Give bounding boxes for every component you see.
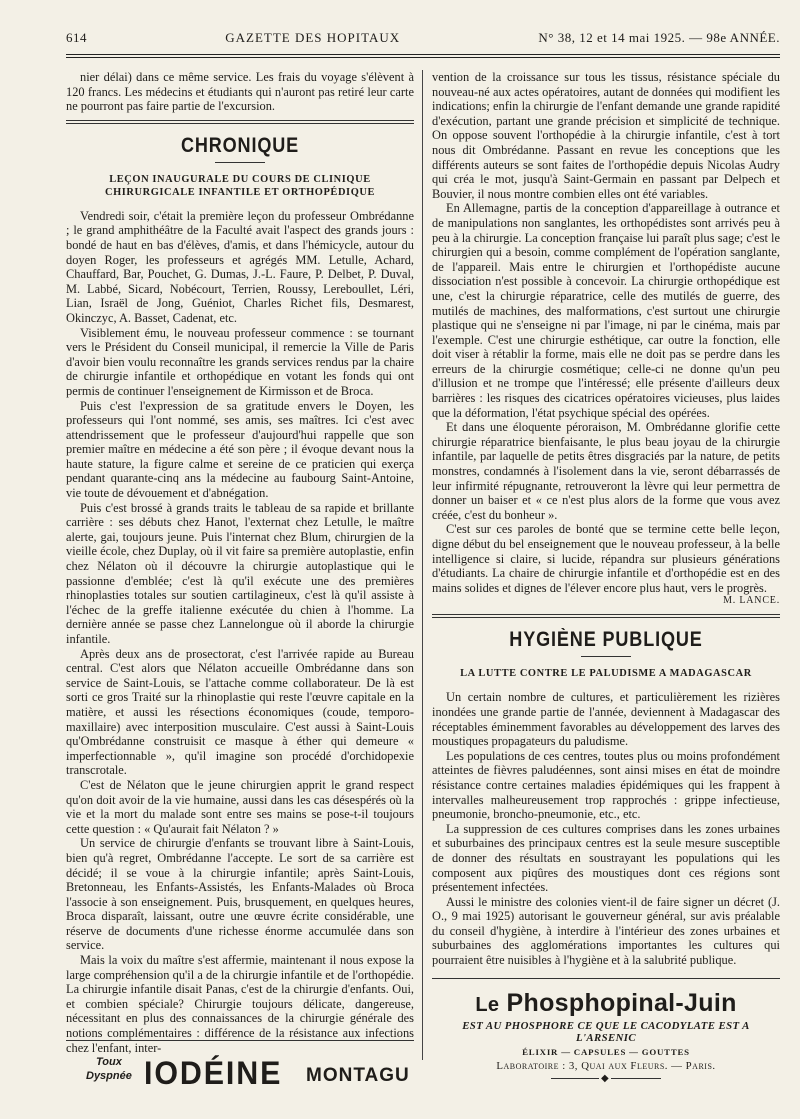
right-column: [432, 70, 780, 1084]
ad-product-forms: ÉLIXIR — CAPSULES — GOUTTES: [522, 1046, 690, 1057]
running-head: [66, 30, 780, 50]
ad-rule: [432, 978, 780, 979]
ad-indication-cough: Toux: [95, 1056, 122, 1068]
hygiene-paragraph: Un certain nombre de cultures, et particulièrement les rizières inondées une grande partie de l'année, deviennent à Madagascar des réceptables éminemment favorables au développement des larves des moustiques propagateurs du paludisme.: [432, 690, 780, 749]
journal-page: [66, 30, 780, 1110]
ad-tagline: EST AU PHOSPHORE CE QUE LE CACODYLATE EST A L'ARSENIC: [462, 1019, 750, 1044]
page-number: 614: [66, 30, 87, 45]
chronique-paragraph: C'est sur ces paroles de bonté que se termine cette belle leçon, digne début du bel enseignement que le nouveau professeur, à la belle intelligence si claire, si lucide, répandra sur plusieurs générations d'étudiants. La chaire de chirurgie infantile et d'orthopédie est en des mains solides et dignes de l'élever encore plus haut, vers le progrès.: [432, 522, 780, 595]
chronique-paragraph: Mais la voix du maître s'est affermie, maintenant il nous expose la large compréhension qu'il a de la chirurgie infantile et de l'orthopédie. La chirurgie infantile disait Panas, c'est de la chirurgie d'enfants. Oui, et combien spéciale? Chirurgie toujours délicate, dangereuse, nécessitant en plus des connaissances de la chirurgie générale des notions complémentaires : différence de la résistance aux infections chez l'enfant, inter-: [66, 953, 414, 1055]
ad-iodeine-brand: IODÉINE: [144, 1055, 283, 1091]
chronique-subtitle: LEÇON INAUGURALE DU COURS DE CLINIQUE CHIRURGICALE INFANTILE ET ORTHOPÉDIQUE: [104, 173, 376, 198]
journal-title: GAZETTE DES HOPITAUX: [225, 30, 401, 45]
hygiene-title: HYGIÈNE PUBLIQUE: [509, 628, 703, 652]
chronique-paragraph: Puis c'est brossé à grands traits le tableau de sa rapide et brillante carrière : ses débuts chez Hanot, l'externat chez Letulle, le maître alerte, gai, toujours jeune. Puis l'internat chez Blum, chirurgien de la vieille école, chez Duplay, où il vit faire sa première autoplastie, enfin chez Nélaton où il découvre la chirurgie autoplastique qui le passionne d'emblée; c'est là qu'il exécute une des premières rhinoplasties totales sur soutien cartilagineux, c'est là qu'il assiste à l'échec de la greffe italienne exécutée du chien à l'homme. La dernière année se passe chez Lannelongue où il aborde la chirurgie infantile.: [66, 500, 414, 646]
ad-laboratory-address: Laboratoire : 3, Quai aux Fleurs. — Paris.: [496, 1059, 716, 1072]
chronique-paragraph: vention de la croissance sur tous les tissus, résistance spéciale du nouveau-né aux actes opératoires, autant de données qui modifient les indications; enfin la chirurgie de l'enfant demande une grande rapidité d'exécution, partant une grande précision et simplicité de technique. On oppose souvent l'orthopédie à la chirurgie infantile, c'est à tort nous dit Ombrédanne. Passant en revue les conceptions que les différents auteurs se sont faites de l'orthopédie depuis Nicolas Audry qui créa le mot, jusqu'à Saint-Germain en passant par Delpech et Bouvier, il nous montre combien elles ont été variables.: [432, 70, 780, 201]
chronique-paragraph: Un service de chirurgie d'enfants se trouvant libre à Saint-Louis, bien qu'à regret, Ombrédanne l'accepte. Le sort de sa carrière est décidé; il se voue à la chirurgie infantile; après Saint-Louis, Bretonneau, les Enfants-Assistés, les Enfants-Malades où Broca l'associe à son enseignement. Puis, brusquement, en quelques heures, Broca disparaît, laissant, outre une œuvre écrite considérable, une réserve de documents d'une richesse énorme accumulée dans son service.: [66, 836, 414, 953]
intro-paragraph: nier délai) dans ce même service. Les frais du voyage s'élèvent à 120 francs. Les médecins et étudiants qui n'auront pas retiré leur carte ne pourront pas faire partie de l'excursion.: [66, 70, 414, 114]
title-underline: [581, 656, 631, 657]
ad-indications: [86, 1055, 132, 1083]
chronique-paragraph: En Allemagne, partis de la conception d'appareillage à outrance et de manipulations non sanglantes, les orthopédistes sont arrivés peu à peu à la chirurgie. La conception française lui paraît plus sage; c'est le chirurgien qui a besoin, comme complément de l'opération sanglante, de l'appareil. Mais entre le chirurgien et l'orthopédiste aucune dissociation n'est possible à concevoir. La chirurgie orthopédique est une, c'est la chirurgie réparatrice, celle des mutilés de guerre, des mutilés de machines, des malformations, c'est surtout une chirurgie plastique qui ne s'enseigne ni par l'image, ni par le cinéma, mais par l'exemple. C'est une chirurgie esthétique, car outre la fonction, elle doit viser à rétablir la forme, mais elle ne doit pas se perdre dans les erreurs de la chirurgie cosmétique; celle-ci ne donne qu'un peu d'illusion et ne trompe que l'intéressé; elle présente d'ailleurs deux barrières : les risques des cicatrices opératoires vicieuses, plus laides que la déformation, l'état psychique spécial des opérées.: [432, 201, 780, 420]
issue-info: N° 38, 12 et 14 mai 1925. — 98e ANNÉE.: [538, 30, 780, 45]
ad-brand: [432, 989, 780, 1018]
ad-brand-name: Phosphopinal-Juin: [506, 988, 737, 1017]
hygiene-paragraph: Les populations de ces centres, toutes plus ou moins profondément atteintes de fièvres paludéennes, sont ainsi mises en état de moindre résistance contre certaines maladies épidémiques qui les frappent à intervalles malheureusement trop rapprochés : grippe infectieuse, pneumonie, broncho-pneumonie, etc., etc.: [432, 748, 780, 822]
chronique-paragraph: Après deux ans de prosectorat, c'est l'arrivée rapide au Bureau central. C'est alors que Nélaton accueille Ombrédanne dans son service de Saint-Louis, se l'attache comme collaborateur. De là est sorti ce gros Traité sur la rhinoplastie qui reste l'œuvre capitale en la matière, et aussi les résections économiques (coude, temporo-maxillaire) avec interposition musculaire. C'est aussi à Saint-Louis qu'Ombrédanne construisit ce masque à éther qui demeure « imperfectionnable », qu'il imagine son procédé d'orchidopexie transcrotale.: [66, 646, 414, 778]
phosphopinal-advertisement: [432, 988, 780, 1084]
ornament-diamond-icon: ◆: [601, 1072, 609, 1084]
hygiene-paragraph: Aussi le ministre des colonies vient-il de faire signer un décret (J. O., 9 mai 1925) autorisant le gouverneur général, sur avis préalable du conseil d'hygiène, à interdire à l'intérieur des zones urbaines et suburbaines des agglomérations importantes les cultures qui pourraient être nuisibles à l'hygiène et à la salubrité publique.: [432, 894, 780, 968]
iodeine-advertisement: [66, 1040, 414, 1111]
chronique-paragraph: Vendredi soir, c'était la première leçon du professeur Ombrédanne ; le grand amphithéâtre de la Faculté avait l'aspect des grands jours : bondé de haut en bas d'élèves, d'amis, et dans l'hémicycle, autour du doyen Roger, les professeurs et agrégés MM. Letulle, Achard, Chauffard, Bar, Pouchet, G. Dumas, J.-L. Faure, P. Delbet, P. Duval, M. Labbé, Sicard, Nobécourt, Terrien, Roussy, Lereboullet, Léri, Lian, Israël de Jong, Guéniot, Charles Richet fils, Desmarest, Okinczyc, A. Basset, Cadenat, etc.: [66, 208, 414, 325]
section-rule: [66, 120, 414, 124]
hygiene-paragraph: La suppression de ces cultures comprises dans les zones urbaines et suburbaines des principaux centres est la seule mesure susceptible de donner des résultats en soustrayant les populations qui les composent aux piqûres des moustiques dont ces régions sont présentement infectées.: [432, 821, 780, 895]
ornament-divider: [551, 1072, 661, 1084]
ad-brand-prefix: Le: [475, 993, 500, 1016]
chronique-paragraph: Visiblement ému, le nouveau professeur commence : se tournant vers le Président du Conseil municipal, il remercie la Ville de Paris d'avoir bien voulu reconnaître les grands services rendus par la chaire de chirurgie infantile et orthopédique en votant les fonds qui ont permis de continuer l'enseignement de Kirmisson et de Broca.: [66, 325, 414, 398]
column-divider: [422, 70, 423, 1060]
ad-indication-dyspnea: Dyspnée: [86, 1070, 132, 1082]
chronique-paragraph: C'est de Nélaton que le jeune chirurgien apprit le grand respect qu'on doit avoir de la vie humaine, aussi dans les cas désespérés où la vie et la mort du malade sont entre ses mains se pose-t-il toujours cette question : « Qu'aurait fait Nélaton ? »: [66, 777, 414, 836]
author-signature: M. LANCE.: [723, 595, 780, 607]
section-rule: [432, 614, 780, 618]
chronique-paragraph: Et dans une éloquente péroraison, M. Ombrédanne glorifie cette chirurgie réparatrice bienfaisante, le plus beau joyau de la chirurgie infantile, par laquelle de petits êtres disgraciés par la nature, de petits monstres, condamnés à l'isolement dans la vie, seront débarrassés de leur infirmité répugnante, retrouveront la lèvre qui leur permettra de donner un baiser et « ce n'est plus alors de la forme que vous avez créée, c'est du bonheur ».: [432, 420, 780, 522]
hygiene-subtitle: LA LUTTE CONTRE LE PALUDISME A MADAGASCAR: [460, 668, 752, 680]
title-underline: [215, 162, 265, 163]
chronique-title: CHRONIQUE: [180, 133, 300, 157]
ad-iodeine-maker: MONTAGU: [306, 1065, 410, 1086]
chronique-paragraph: Puis c'est l'expression de sa gratitude envers le Doyen, les professeurs qui l'ont nommé, ses amis, ses maîtres. Ici c'est avec attendrissement que le professeur d'aujourd'hui rappelle que son premier maître en médecine a été son père ; il évoque devant nous la haute stature, la figure calme et sereine de ce praticien qui exerça pendant quarante-cinq ans la médecine au faubourg Saint-Antoine, vie toute de dévouement et d'abnégation.: [66, 398, 414, 501]
header-rule: [66, 54, 780, 58]
left-column: [66, 70, 414, 1055]
